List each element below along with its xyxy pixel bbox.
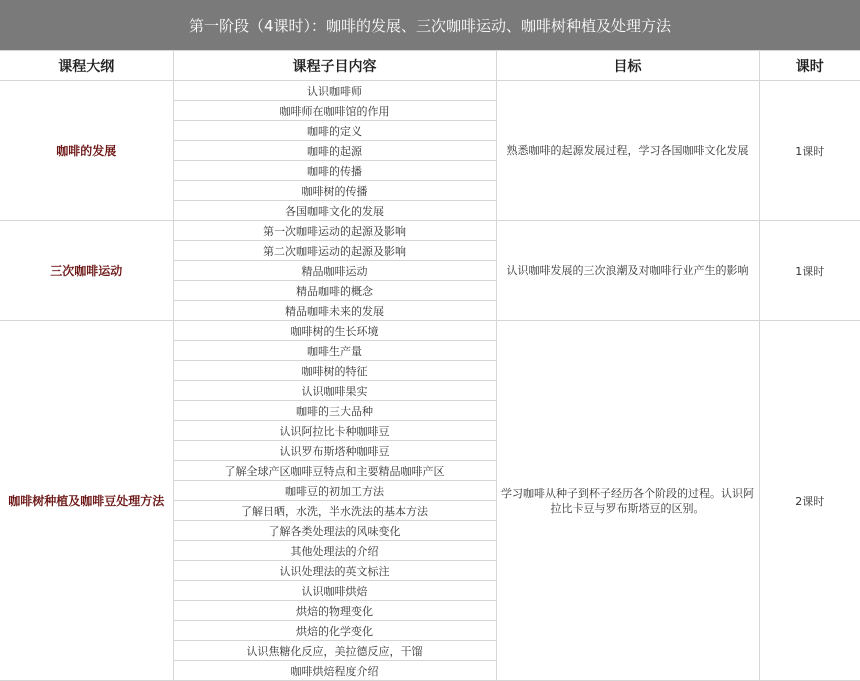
subitem-cell: 第一次咖啡运动的起源及影响 [173,221,496,241]
column-header-outline: 课程大纲 [0,51,173,81]
subitem-cell: 咖啡生产量 [173,341,496,361]
subitem-cell: 咖啡的起源 [173,141,496,161]
outline-cell: 咖啡树种植及咖啡豆处理方法 [0,321,173,681]
subitem-cell: 精品咖啡运动 [173,261,496,281]
course-table [0,50,860,681]
subitem-cell: 咖啡树的生长环境 [173,321,496,341]
stage-title-bar [0,0,860,50]
table-row [0,221,860,241]
hours-cell: 1课时 [759,221,860,321]
subitem-cell: 了解全球产区咖啡豆特点和主要精品咖啡产区 [173,461,496,481]
table-row [0,81,860,101]
column-header-hours: 课时 [759,51,860,81]
hours-cell: 1课时 [759,81,860,221]
table-header-row [0,51,860,81]
outline-cell: 咖啡的发展 [0,81,173,221]
subitem-cell: 咖啡树的传播 [173,181,496,201]
column-header-subitems: 课程子目内容 [173,51,496,81]
subitem-cell: 精品咖啡的概念 [173,281,496,301]
subitem-cell: 咖啡师在咖啡馆的作用 [173,101,496,121]
subitem-cell: 咖啡的传播 [173,161,496,181]
column-header-goal: 目标 [496,51,759,81]
subitem-cell: 咖啡烘焙程度介绍 [173,661,496,681]
subitem-cell: 咖啡的定义 [173,121,496,141]
subitem-cell: 第二次咖啡运动的起源及影响 [173,241,496,261]
subitem-cell: 其他处理法的介绍 [173,541,496,561]
subitem-cell: 认识阿拉比卡种咖啡豆 [173,421,496,441]
hours-cell: 2课时 [759,321,860,681]
subitem-cell: 咖啡树的特征 [173,361,496,381]
subitem-cell: 精品咖啡未来的发展 [173,301,496,321]
goal-cell: 认识咖啡发展的三次浪潮及对咖啡行业产生的影响 [496,221,759,321]
subitem-cell: 认识咖啡果实 [173,381,496,401]
subitem-cell: 烘焙的化学变化 [173,621,496,641]
outline-cell: 三次咖啡运动 [0,221,173,321]
subitem-cell: 认识处理法的英文标注 [173,561,496,581]
goal-cell: 熟悉咖啡的起源发展过程，学习各国咖啡文化发展 [496,81,759,221]
goal-cell: 学习咖啡从种子到杯子经历各个阶段的过程。认识阿拉比卡豆与罗布斯塔豆的区别。 [496,321,759,681]
subitem-cell: 烘焙的物理变化 [173,601,496,621]
subitem-cell: 认识焦糖化反应，美拉德反应，干馏 [173,641,496,661]
subitem-cell: 认识罗布斯塔种咖啡豆 [173,441,496,461]
table-body [0,81,860,681]
subitem-cell: 各国咖啡文化的发展 [173,201,496,221]
subitem-cell: 认识咖啡师 [173,81,496,101]
subitem-cell: 了解各类处理法的风味变化 [173,521,496,541]
stage-title: 第一阶段（4课时）：咖啡的发展、三次咖啡运动、咖啡树种植及处理方法 [188,16,672,35]
subitem-cell: 了解日晒，水洗，半水洗法的基本方法 [173,501,496,521]
table-row [0,321,860,341]
subitem-cell: 咖啡豆的初加工方法 [173,481,496,501]
subitem-cell: 认识咖啡烘焙 [173,581,496,601]
subitem-cell: 咖啡的三大品种 [173,401,496,421]
